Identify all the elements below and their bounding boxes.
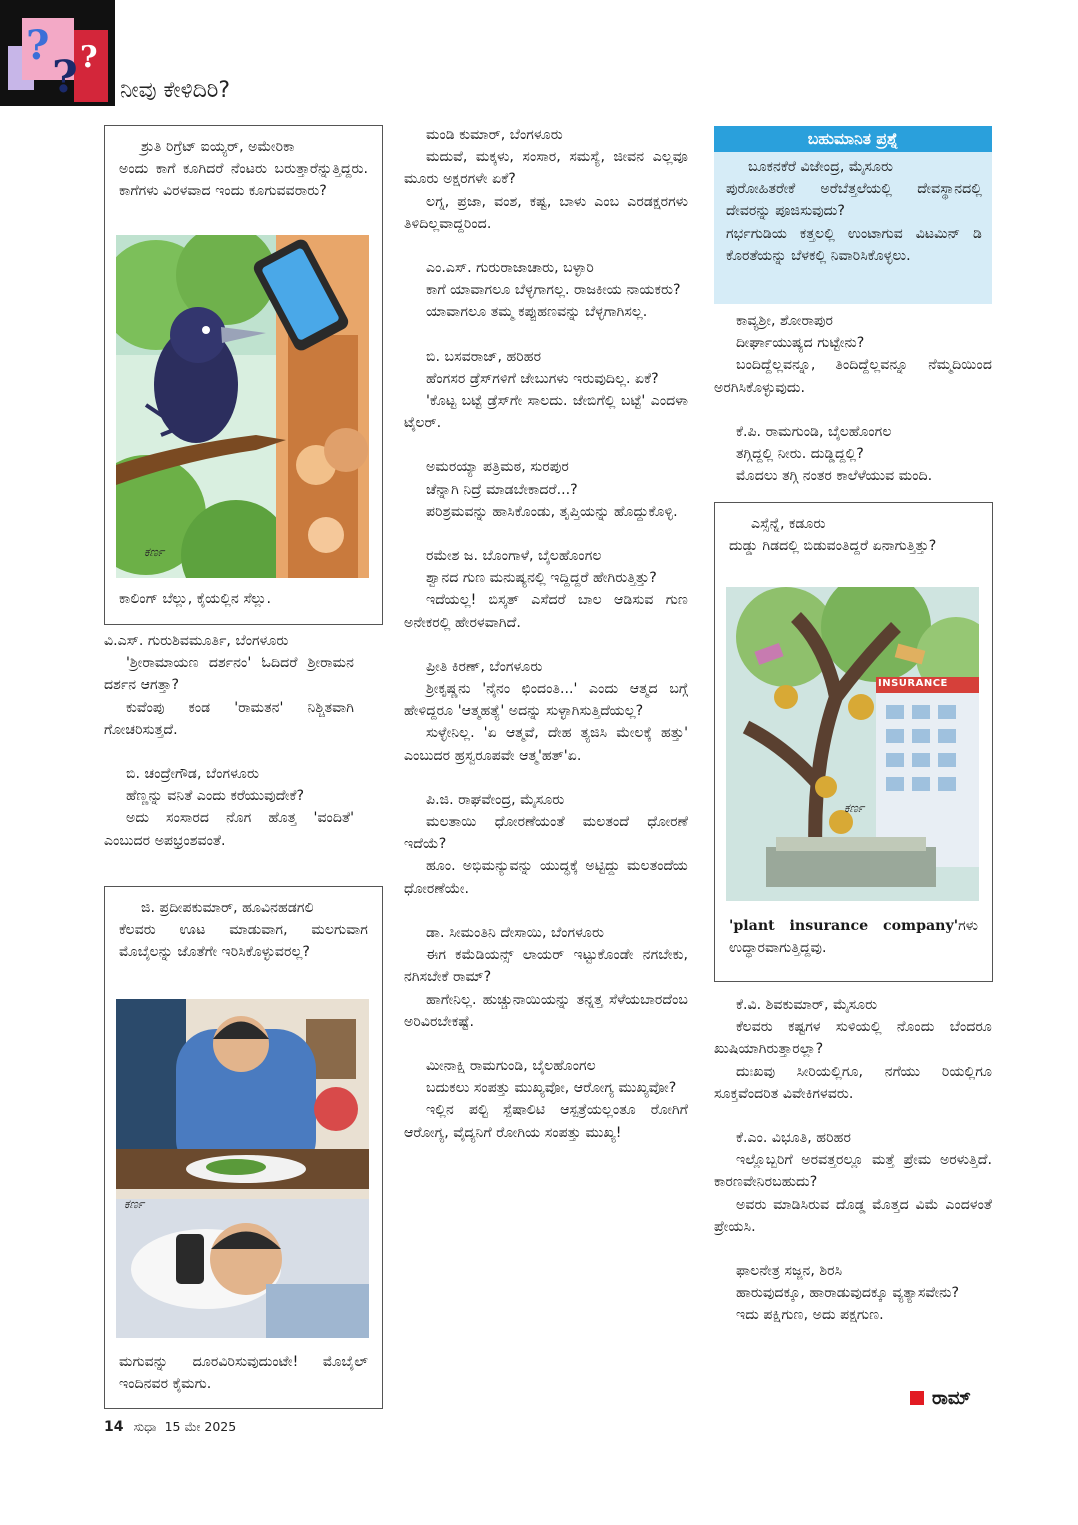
asker-name: ರಮೇಶ ಜ. ಬೊಂಗಾಳೆ, ಬೈಲಹೊಂಗಲ	[426, 548, 602, 565]
mobile-user-illustration	[116, 999, 369, 1338]
asker-name: ಬಿ. ಚಂದ್ರೇಗೌಡ, ಬೆಂಗಳೂರು	[126, 766, 259, 783]
author-name: ರಾಮ್	[932, 1388, 971, 1409]
question-text: ಬದುಕಲು ಸಂಪತ್ತು ಮುಖ್ಯವೋ, ಆರೋಗ್ಯ ಮುಖ್ಯವೋ?	[426, 1080, 677, 1097]
question-mark-icon: ?	[26, 22, 50, 69]
qa-box-crow	[104, 125, 383, 625]
asker-name: ಪಿ.ಜಿ. ರಾಘವೇಂದ್ರ, ಮೈಸೂರು	[426, 791, 565, 808]
question-text: ಈಗ ಕಮೆಡಿಯನ್ಸ್ ಲಾಯರ್ ಇಟ್ಟುಕೊಂಡೇ ನಗಬೇಕು, ನಗಿಸಬೇಕೆ ರಾಮ್?	[404, 947, 688, 986]
qa-column-3b	[714, 994, 992, 1327]
asker-name: ಅಮರಯ್ಯಾ ಪತ್ರಿಮಠ, ಸುರಪುರ	[426, 459, 569, 476]
crow-phone-illustration	[116, 235, 369, 578]
asker-name: ಬೂಕನಕೆರೆ ವಿಜೇಂದ್ರ, ಮೈಸೂರು	[748, 159, 894, 175]
page-number: 14	[104, 1419, 124, 1435]
artist-signature: ಕರ್ಣ	[144, 545, 165, 559]
asker-name: ಫಾಲನೇತ್ರ ಸಜ್ಜನ, ಶಿರಸಿ	[736, 1263, 843, 1280]
answer-text: ಕುವೆಂಪು ಕಂಡ 'ರಾಮತನ' ನಿಶ್ಚಿತವಾಗಿ ಗೋಚರಿಸುತ್ತದೆ.	[104, 699, 354, 738]
question-text: ಹಾರುವುದಕ್ಕೂ, ಹಾರಾಡುವುದಕ್ಕೂ ವ್ಯತ್ಯಾಸವೇನು?	[736, 1285, 960, 1302]
answer-text: ಹೂಂ. ಅಭಿಮನ್ಯುವನ್ನು ಯುದ್ಧಕ್ಕೆ ಅಟ್ಟಿದ್ದು ಮಲತಂದೆಯ ಧೋರಣೆಯೇ.	[404, 858, 688, 897]
asker-name: ಕೆ.ಎಂ. ವಿಭೂತಿ, ಹರಿಹರ	[736, 1130, 851, 1147]
answer-text: ಮೊದಲು ತಗ್ಗಿ ನಂತರ ಕಾಲೆಳೆಯುವ ಮಂದಿ.	[736, 468, 933, 485]
answer-text: ಲಗ್ನ, ಪ್ರಜಾ, ವಂಶ, ಕಷ್ಟ, ಬಾಳು ಎಂಬ ಎರಡಕ್ಷರಗಳು ತಿಳಿದಿಲ್ಲವಾದ್ದರಿಂದ.	[404, 193, 688, 232]
answer-english-term: 'plant insurance company'	[729, 918, 959, 934]
answer-text: ಅದು ಸಂಸಾರದ ನೊಗ ಹೊತ್ತ 'ವಂದಿತೆ' ಎಂಬುದರ ಅಪಭ್ರಂಶವಂತೆ.	[104, 810, 354, 849]
question-text: ಚೆನ್ನಾಗಿ ನಿದ್ರೆ ಮಾಡಬೇಕಾದರೆ...?	[426, 481, 578, 498]
qa-box-money-tree	[714, 502, 993, 982]
page-title: ನೀವು ಕೇಳಿದಿರಿ?	[120, 78, 231, 103]
question-text: ಇಲ್ಲೊಬ್ಬರಿಗೆ ಅರವತ್ತರಲ್ಲೂ ಮತ್ತೆ ಪ್ರೇಮ ಅರಳುತ್ತಿದೆ. ಕಾರಣವೇನಿರಬಹುದು?	[714, 1152, 992, 1191]
asker-name: ಮೀನಾಕ್ಷಿ ರಾಮಗುಂಡಿ, ಬೈಲಹೊಂಗಲ	[426, 1057, 596, 1074]
asker-name: ಶ್ರುತಿ ರಿಗ್ರೆಟ್ ಐಯ್ಯರ್, ಅಮೇರಿಕಾ	[141, 139, 295, 155]
question-text: ಪುರೋಹಿತರೇಕೆ ಅರೆಬೆತ್ತಲೆಯಲ್ಲಿ ದೇವಸ್ಥಾನದಲ್ಲಿ ದೇವರನ್ನು ಪೂಜಿಸುವುದು?	[726, 181, 982, 220]
asker-name: ವಿ.ಎಸ್. ಗುರುಶಿವಮೂರ್ತಿ, ಬೆಂಗಳೂರು	[104, 633, 289, 649]
page-footer	[104, 1419, 236, 1435]
question-text: ಶ್ರೀಕೃಷ್ಣನು 'ನೈನಂ ಛಿಂದಂತಿ...' ಎಂದು ಆತ್ಮದ ಬಗ್ಗೆ ಹೇಳಿದ್ದರೂ 'ಆತ್ಮಹತ್ಯೆ' ಅದನ್ನು ಸುಳ್ಳಾಗಿಸುತ್ತಿದೆಯಲ್ಲ?	[404, 681, 688, 720]
question-mark-icon: ?	[80, 40, 98, 75]
question-text: ಕಾಗೆ ಯಾವಾಗಲೂ ಬೆಳ್ಳಗಾಗಲ್ಲ. ರಾಜಕೀಯ ನಾಯಕರು?	[426, 282, 681, 299]
question-text: ತಗ್ಗಿದ್ದಲ್ಲಿ ನೀರು. ದುಡ್ಡಿದ್ದಲ್ಲಿ?	[736, 446, 864, 463]
red-square-icon	[910, 1391, 924, 1405]
answer-text: ಹಾಗೇನಿಲ್ಲ. ಹುಚ್ಚುನಾಯಿಯನ್ನು ತನ್ನತ್ತ ಸೆಳೆಯಬಾರದೆಂಬ ಅರಿವಿರಬೇಕಷ್ಟೆ.	[404, 991, 688, 1030]
issue-date: 15 ಮೇ 2025	[164, 1419, 237, 1434]
question-text: ಶ್ವಾನದ ಗುಣ ಮನುಷ್ಯನಲ್ಲಿ ಇದ್ದಿದ್ದರೆ ಹೇಗಿರುತ್ತಿತ್ತು?	[426, 570, 657, 587]
question-text: ಹೆಂಗಸರ ಡ್ರೆಸ್‌ಗಳಿಗೆ ಜೇಬುಗಳು ಇರುವುದಿಲ್ಲ. ಏಕೆ?	[426, 370, 659, 387]
asker-name: ಮಂಡಿ ಕುಮಾರ್, ಬೆಂಗಳೂರು	[426, 127, 563, 143]
question-text: ಕೆಲವರು ಕಷ್ಟಗಳ ಸುಳಿಯಲ್ಲಿ ನೊಂದು ಬೆಂದರೂ ಖುಷಿಯಾಗಿರುತ್ತಾರಲ್ಲಾ?	[714, 1019, 992, 1058]
answer-text: ಪರಿಶ್ರಮವನ್ನು ಹಾಸಿಕೊಂಡು, ತೃಪ್ತಿಯನ್ನು ಹೊದ್ದುಕೊಳ್ಳಿ.	[426, 503, 678, 520]
asker-name: ಕೆ.ವಿ. ಶಿವಕುಮಾರ್, ಮೈಸೂರು	[736, 997, 878, 1013]
asker-name: ಕಾವ್ಯಶ್ರೀ, ಶೋರಾಪುರ	[736, 313, 834, 329]
qa-column-1	[104, 630, 354, 852]
author-signature	[910, 1388, 971, 1409]
question-text: ದೀರ್ಘಾಯುಷ್ಯದ ಗುಟ್ಟೇನು?	[736, 335, 865, 352]
magazine-name: ಸುಧಾ	[133, 1419, 157, 1434]
answer-text: ಗಳು ಉದ್ಧಾರವಾಗುತ್ತಿದ್ದವು.	[729, 918, 978, 957]
answer-text: ಇದು ಪಕ್ಷಿಗುಣ, ಅದು ಪಕ್ಷಗುಣ.	[736, 1307, 884, 1324]
question-mark-icon: ?	[52, 52, 78, 103]
question-text: ಕೆಲವರು ಊಟ ಮಾಡುವಾಗ, ಮಲಗುವಾಗ ಮೊಬೈಲನ್ನು ಜೊತೆಗೇ ಇರಿಸಿಕೊಳ್ಳುವರಲ್ಲ?	[119, 922, 368, 961]
answer-text: ಮಗುವನ್ನು ದೂರವಿರಿಸುವುದುಂಟೇ! ಮೊಬೈಲ್ ಇಂದಿನವರ ಕೈಮಗು.	[119, 1354, 368, 1393]
question-text: ದುಡ್ಡು ಗಿಡದಲ್ಲಿ ಬಿಡುವಂತಿದ್ದರೆ ಏನಾಗುತ್ತಿತ್ತು?	[729, 538, 937, 555]
question-text: ಅಂದು ಕಾಗೆ ಕೂಗಿದರೆ ನೆಂಟರು ಬರುತ್ತಾರೆನ್ನುತ್ತಿದ್ದರು. ಕಾಗೆಗಳು ವಿರಳವಾದ ಇಂದು ಕೂಗುವವರಾರು?	[119, 161, 368, 200]
answer-text: ಬಂದಿದ್ದೆಲ್ಲವನ್ನೂ, ತಿಂದಿದ್ದೆಲ್ಲವನ್ನೂ ನೆಮ್ಮದಿಯಿಂದ ಅರಗಿಸಿಕೊಳ್ಳುವುದು.	[714, 357, 992, 396]
answer-text: ಅವರು ಮಾಡಿಸಿರುವ ದೊಡ್ಡ ಮೊತ್ತದ ವಿಮೆ ಎಂದಳಂತೆ ಪ್ರೇಯಸಿ.	[714, 1196, 992, 1235]
qa-column-2	[404, 124, 688, 1144]
section-logo	[0, 0, 115, 106]
asker-name: ಎಸ್ಸೆನ್ನೆ, ಕಡೂರು	[751, 516, 826, 532]
answer-text: ಇದೆಯಲ್ಲ! ಬಿಸ್ಕತ್ ಎಸೆದರೆ ಬಾಲ ಆಡಿಸುವ ಗುಣ ಅನೇಕರಲ್ಲಿ ಹೇರಳವಾಗಿದೆ.	[404, 592, 688, 631]
answer-text: ದುಃಖವು ಸೀರಿಯಲ್ಲಿಗೂ, ನಗೆಯು ರಿಯಲ್ಲಿಗೂ ಸೂಕ್ತವೆಂದರಿತ ವಿವೇಕಿಗಳವರು.	[714, 1063, 992, 1102]
question-text: ಮಲತಾಯಿ ಧೋರಣೆಯಂತೆ ಮಲತಂದೆ ಧೋರಣೆ ಇದೆಯೆ?	[404, 814, 688, 853]
money-tree-illustration	[726, 587, 979, 901]
qa-box-mobile	[104, 886, 383, 1409]
question-text: ಹೆಣ್ಣನ್ನು ವನಿತೆ ಎಂದು ಕರೆಯುವುದೇಕೆ?	[126, 788, 305, 805]
asker-name: ಪ್ರೀತಿ ಕಿರಣ್, ಬೆಂಗಳೂರು	[426, 658, 543, 675]
answer-text: ಯಾವಾಗಲೂ ತಮ್ಮ ಕಪ್ಪುಹಣವನ್ನು ಬೆಳ್ಳಗಾಗಿಸಲ್ಲ.	[426, 304, 648, 321]
asker-name: ಡಾ. ಸೀಮಂತಿನಿ ದೇಸಾಯಿ, ಬೆಂಗಳೂರು	[426, 924, 604, 941]
asker-name: ಜಿ. ಪ್ರದೀಪಕುಮಾರ್, ಹೂವಿನಹಡಗಲಿ	[141, 900, 314, 916]
asker-name: ಬಿ. ಬಸವರಾಜ್, ಹರಿಹರ	[426, 348, 542, 365]
answer-text: ಗರ್ಭಗುಡಿಯ ಕತ್ತಲಲ್ಲಿ ಉಂಟಾಗುವ ವಿಟಮಿನ್ ಡಿ ಕೊರತೆಯನ್ನು ಬೆಳಕಲ್ಲಿ ನಿವಾರಿಸಿಕೊಳ್ಳಲು.	[726, 225, 982, 264]
answer-text: ಇಲ್ಲಿನ ಪಲ್ಟಿ ಸ್ಪೆಷಾಲಿಟಿ ಆಸ್ಪತ್ರೆಯಲ್ಲಂತೂ ರೋಗಿಗೆ ಆರೋಗ್ಯ, ವೈದ್ಯನಿಗೆ ರೋಗಿಯ ಸಂಪತ್ತು ಮುಖ್ಯ!	[404, 1102, 688, 1141]
artist-signature: ಕರ್ಣ	[844, 801, 865, 815]
question-text: ಮದುವೆ, ಮಕ್ಕಳು, ಸಂಸಾರ, ಸಮಸ್ಯೆ, ಜೀವನ ಎಲ್ಲವೂ ಮೂರು ಅಕ್ಷರಗಳೇ ಏಕೆ?	[404, 149, 688, 188]
insurance-sign: INSURANCE	[878, 678, 948, 689]
answer-text: 'ಕೊಟ್ಟ ಬಟ್ಟೆ ಡ್ರೆಸ್‌ಗೇ ಸಾಲದು. ಜೇಬಿಗೆಲ್ಲಿ ಬಟ್ಟೆ' ಎಂದಳಾ ಟೈಲರ್.	[404, 393, 688, 432]
answer-text: ಸುಳ್ಳೇನಿಲ್ಲ. 'ಏ ಆತ್ಮವೆ, ದೇಹ ತ್ಯಜಿಸಿ ಮೇಲಕ್ಕೆ ಹತ್ತು' ಎಂಬುದರ ಹ್ರಸ್ವರೂಪವೇ ಆತ್ಮ'ಹತ್'ಏ.	[404, 725, 688, 764]
artist-signature: ಕರ್ಣ	[124, 1197, 145, 1211]
answer-text: ಕಾಲಿಂಗ್ ಬೆಲ್ಲು, ಕೈಯಲ್ಲಿನ ಸೆಲ್ಲು.	[119, 591, 272, 607]
featured-heading: ಬಹುಮಾನಿತ ಪ್ರಶ್ನೆ	[714, 126, 992, 152]
question-text: 'ಶ್ರೀರಾಮಾಯಣ ದರ್ಶನಂ' ಓದಿದರೆ ಶ್ರೀರಾಮನ ದರ್ಶನ ಆಗತ್ತಾ?	[104, 655, 354, 694]
featured-question-box	[714, 126, 992, 304]
qa-column-3a	[714, 310, 992, 487]
asker-name: ಎಂ.ಎಸ್. ಗುರುರಾಜಾಚಾರು, ಬಳ್ಳಾರಿ	[426, 260, 594, 277]
asker-name: ಕೆ.ಪಿ. ರಾಮಗುಂಡಿ, ಬೈಲಹೊಂಗಲ	[736, 423, 892, 440]
